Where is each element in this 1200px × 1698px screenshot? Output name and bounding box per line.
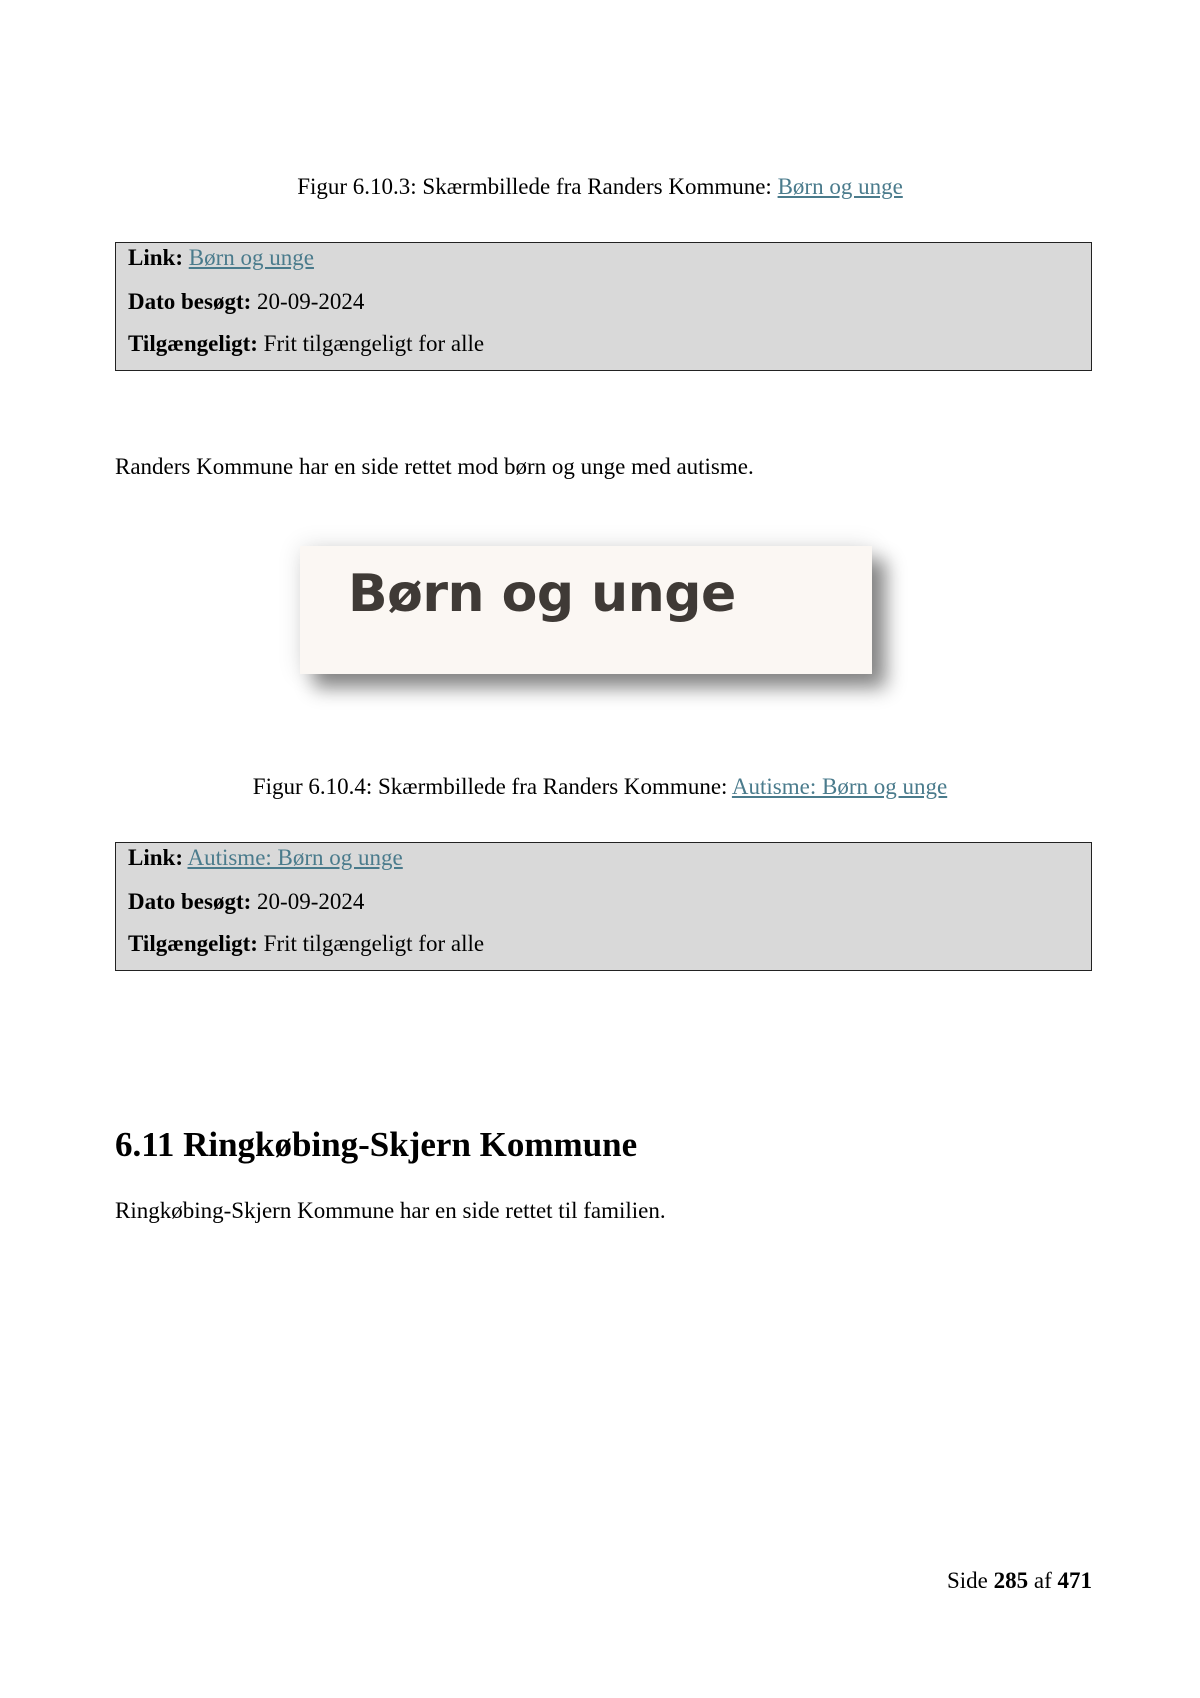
- section-heading: 6.11 Ringkøbing-Skjern Kommune: [115, 1125, 638, 1164]
- source-link[interactable]: Børn og unge: [188, 245, 314, 270]
- footer-side-label: Side: [946, 1568, 988, 1593]
- caption-text: Figur 6.10.3: Skærmbillede fra Randers Kommune:: [297, 174, 778, 199]
- date-row: [128, 285, 1079, 327]
- screenshot-title: Børn og unge: [348, 564, 736, 624]
- body-paragraph: Randers Kommune har en side rettet mod børn og unge med autisme.: [115, 454, 754, 479]
- figure-caption-6-10-3: [0, 172, 1200, 202]
- date-value: 20-09-2024: [257, 289, 365, 314]
- access-row: [128, 327, 1079, 369]
- access-row: [128, 927, 1079, 969]
- date-row: [128, 885, 1079, 927]
- figure-caption-6-10-4: [0, 772, 1200, 802]
- link-row: [128, 243, 1079, 285]
- date-label: Dato besøgt:: [128, 289, 252, 314]
- caption-text: Figur 6.10.4: Skærmbillede fra Randers Kommune:: [252, 774, 732, 799]
- access-label: Tilgængeligt:: [128, 931, 258, 956]
- screenshot-image: [300, 546, 872, 674]
- page-footer: [947, 1566, 1092, 1596]
- caption-link-autisme[interactable]: Autisme: Børn og unge: [731, 774, 948, 799]
- source-info-box: [115, 242, 1092, 371]
- footer-total-pages: 471: [1057, 1568, 1092, 1593]
- access-value: Frit tilgængeligt for alle: [263, 931, 485, 956]
- section-paragraph: Ringkøbing-Skjern Kommune har en side rettet til familien.: [115, 1198, 666, 1223]
- caption-link-born-og-unge[interactable]: Børn og unge: [777, 174, 903, 199]
- link-label: Link:: [128, 245, 183, 270]
- source-link[interactable]: Autisme: Børn og unge: [187, 845, 403, 870]
- source-info-box: [115, 842, 1092, 971]
- date-value: 20-09-2024: [257, 889, 365, 914]
- footer-page-number: 285: [993, 1568, 1029, 1593]
- access-label: Tilgængeligt:: [128, 331, 258, 356]
- screenshot-banner: [300, 546, 872, 674]
- footer-of-label: af: [1033, 1568, 1052, 1593]
- access-value: Frit tilgængeligt for alle: [263, 331, 485, 356]
- date-label: Dato besøgt:: [128, 889, 252, 914]
- link-row: [128, 843, 1079, 885]
- link-label: Link:: [128, 845, 183, 870]
